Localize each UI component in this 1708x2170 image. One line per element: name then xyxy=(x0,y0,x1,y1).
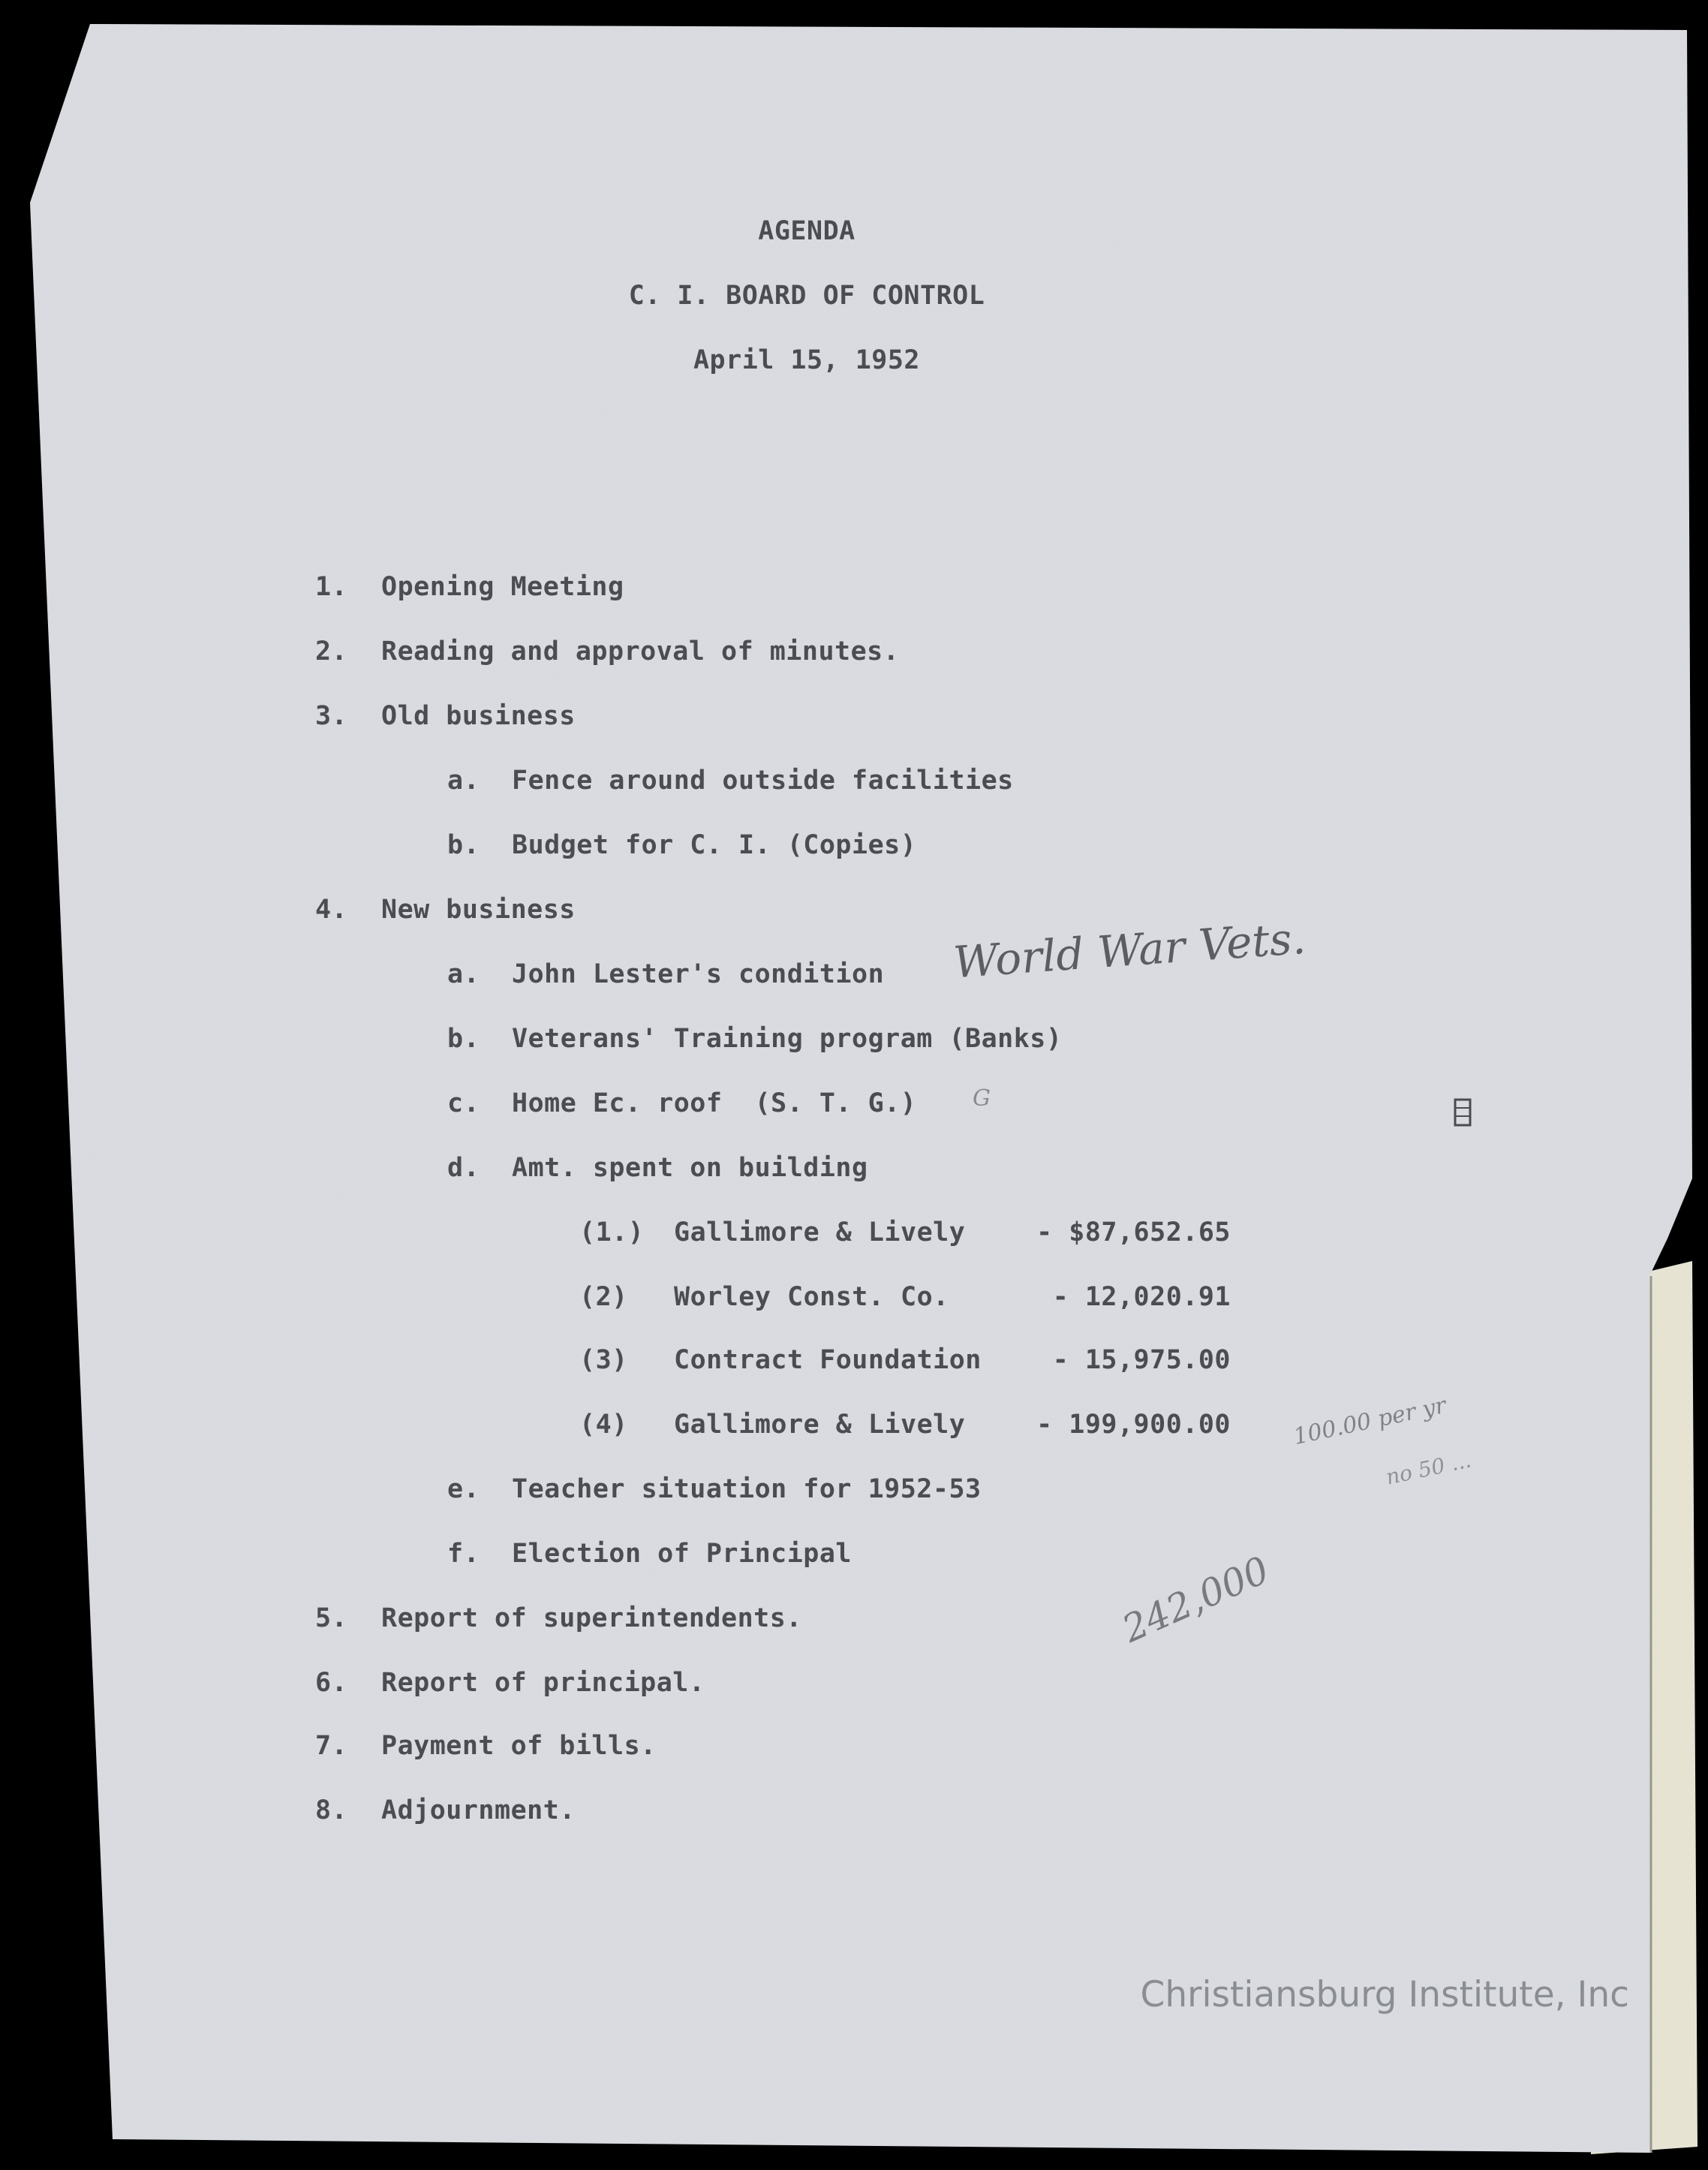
cost-number: (1.) xyxy=(579,1217,645,1248)
handwritten-note-veterans: World War Vets. xyxy=(952,912,1307,989)
item-text: Amt. spent on building xyxy=(512,1153,868,1183)
cost-amount: - 199,900.00 xyxy=(1036,1410,1231,1440)
cost-number: (2) xyxy=(579,1282,628,1312)
item-text: Old business xyxy=(381,701,576,731)
item-number: 8. xyxy=(315,1795,348,1825)
item-text: Payment of bills. xyxy=(381,1731,657,1761)
agenda-heading: AGENDA xyxy=(758,216,856,246)
item-text: Reading and approval of minutes. xyxy=(381,637,900,667)
handwritten-note-mark: G xyxy=(973,1085,991,1112)
board-title: C. I. BOARD OF CONTROL xyxy=(628,281,985,311)
handwritten-note-total: 242,000 xyxy=(1116,1548,1276,1651)
item-text: Home Ec. roof (S. T. G.) xyxy=(512,1088,917,1118)
small-stamp-mark xyxy=(1453,1097,1472,1127)
cost-amount: - 12,020.91 xyxy=(1052,1282,1231,1312)
cost-amount: - $87,652.65 xyxy=(1036,1217,1231,1248)
archive-watermark: Christiansburg Institute, Inc xyxy=(1140,1974,1629,2015)
item-number: e. xyxy=(447,1474,480,1504)
item-number: b. xyxy=(447,1024,480,1054)
item-number: 7. xyxy=(315,1731,348,1761)
item-number: 3. xyxy=(315,701,348,731)
item-text: Opening Meeting xyxy=(381,572,624,602)
item-text: Report of superintendents. xyxy=(381,1603,802,1633)
item-text: Report of principal. xyxy=(381,1668,705,1698)
contractor-name: Gallimore & Lively xyxy=(674,1217,966,1248)
item-text: Election of Principal xyxy=(512,1539,852,1569)
item-number: b. xyxy=(447,830,480,860)
item-number: 6. xyxy=(315,1668,348,1698)
item-text: New business xyxy=(381,895,576,925)
cost-amount: - 15,975.00 xyxy=(1052,1345,1231,1375)
item-number: f. xyxy=(447,1539,480,1569)
handwritten-note-per-year: 100.00 per yr xyxy=(1291,1392,1449,1451)
item-number: c. xyxy=(447,1088,480,1118)
cost-number: (3) xyxy=(579,1345,628,1375)
item-number: a. xyxy=(447,766,480,796)
meeting-date: April 15, 1952 xyxy=(693,345,920,375)
contractor-name: Gallimore & Lively xyxy=(674,1410,966,1440)
item-number: d. xyxy=(447,1153,480,1183)
item-number: a. xyxy=(447,959,480,989)
handwritten-note-fragment: no 50 ... xyxy=(1383,1447,1474,1490)
cost-number: (4) xyxy=(579,1410,628,1440)
item-text: John Lester's condition xyxy=(512,959,885,989)
item-number: 5. xyxy=(315,1603,348,1633)
item-text: Teacher situation for 1952-53 xyxy=(512,1474,982,1504)
contractor-name: Contract Foundation xyxy=(674,1345,982,1375)
item-number: 4. xyxy=(315,895,348,925)
item-text: Fence around outside facilities xyxy=(512,766,1014,796)
item-number: 1. xyxy=(315,572,348,602)
item-text: Veterans' Training program (Banks) xyxy=(512,1024,1063,1054)
item-text: Adjournment. xyxy=(381,1795,576,1825)
contractor-name: Worley Const. Co. xyxy=(674,1282,949,1312)
item-number: 2. xyxy=(315,637,348,667)
item-text: Budget for C. I. (Copies) xyxy=(512,830,917,860)
